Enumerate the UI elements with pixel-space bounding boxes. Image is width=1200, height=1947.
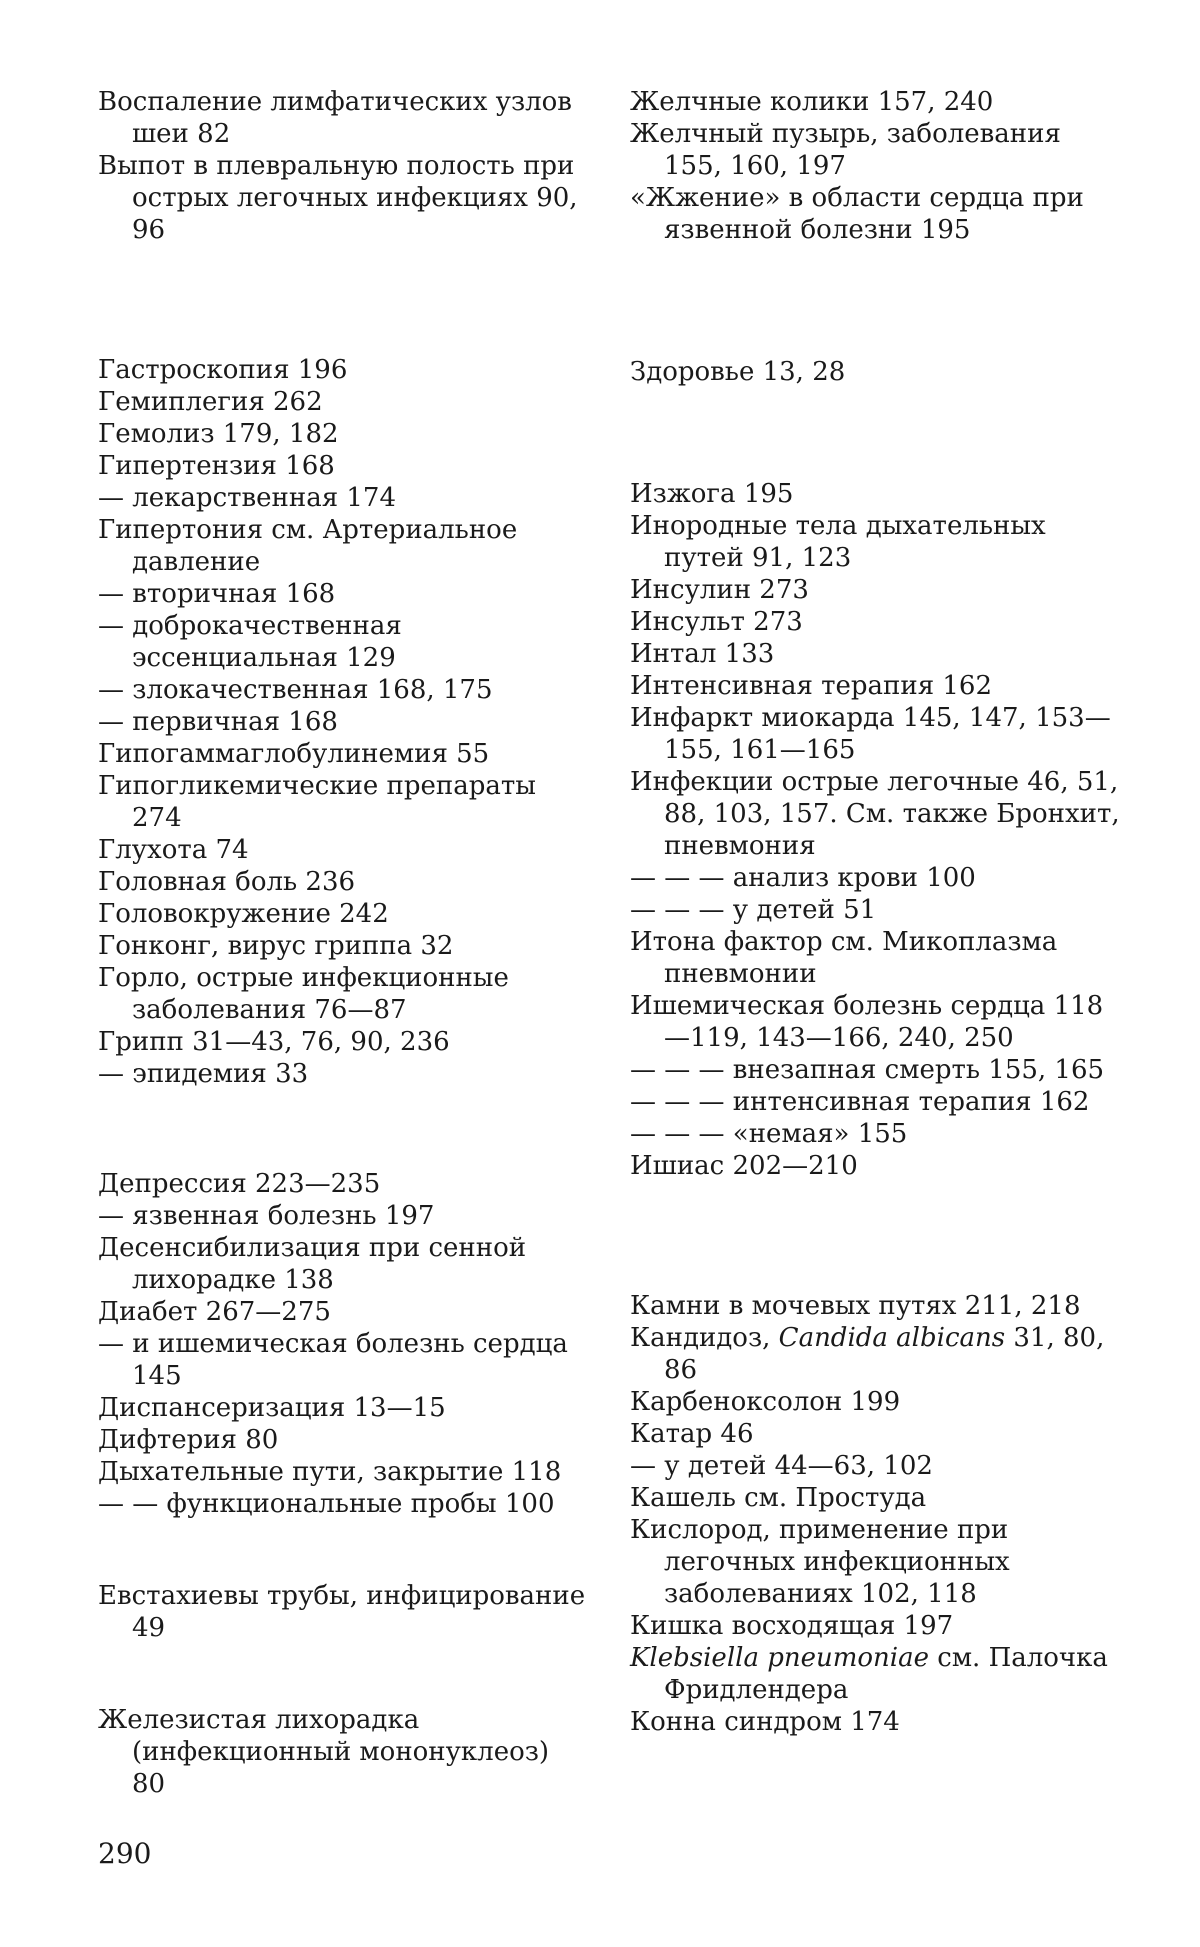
index-entry: Головокружение 242: [98, 899, 389, 929]
index-entry: Инсульт 273: [630, 607, 803, 637]
index-entry: Конна синдром 174: [630, 1707, 900, 1737]
index-entry: — — — анализ крови 100: [630, 863, 976, 893]
section-gap: [630, 246, 1120, 356]
index-entry: — вторичная 168: [98, 579, 336, 609]
section-gap: [98, 246, 588, 354]
index-entry: Выпот в плевральную полость при острых легочных инфекциях 90, 96: [98, 151, 578, 245]
index-entry: — — — у детей 51: [630, 895, 877, 925]
section-gap: [98, 1520, 588, 1580]
index-entry: Головная боль 236: [98, 867, 356, 897]
index-entry: Глухота 74: [98, 835, 249, 865]
index-entry: Горло, острые инфекционные заболевания 76—87: [98, 963, 509, 1025]
page-number: 290: [98, 1837, 152, 1870]
index-entry: Гемиплегия 262: [98, 387, 323, 417]
index-entry: Инфаркт миокарда 145, 147, 153—155, 161—165: [630, 703, 1111, 765]
index-entry: Депрессия 223—235: [98, 1169, 381, 1199]
index-column-right: [630, 86, 1120, 1738]
index-entry: — — — внезапная смерть 155, 165: [630, 1055, 1105, 1085]
index-entry: — — — интенсивная терапия 162: [630, 1087, 1090, 1117]
index-entry: — — — «немая» 155: [630, 1119, 908, 1149]
index-entry: «Жжение» в области сердца при язвенной болезни 195: [630, 183, 1084, 245]
index-entry: — — функциональные пробы 100: [98, 1489, 555, 1519]
section-gap: [630, 388, 1120, 478]
index-entry: — первичная 168: [98, 707, 338, 737]
index-entry: Инородные тела дыхательных путей 91, 123: [630, 511, 1046, 573]
index-entry: Камни в мочевых путях 211, 218: [630, 1291, 1081, 1321]
index-entry: Грипп 31—43, 76, 90, 236: [98, 1027, 450, 1057]
index-entry: Гастроскопия 196: [98, 355, 348, 385]
index-entry: — лекарственная 174: [98, 483, 396, 513]
index-entry: Интенсивная терапия 162: [630, 671, 992, 701]
index-entry: Инфекции острые легочные 46, 51, 88, 103, 157. См. также Бронхит, пневмония: [630, 767, 1120, 861]
index-entry: Кислород, применение при легочных инфекционных заболеваниях 102, 118: [630, 1515, 1010, 1609]
index-entry: Интал 133: [630, 639, 775, 669]
index-entry: Гемолиз 179, 182: [98, 419, 339, 449]
index-entry: Инсулин 273: [630, 575, 809, 605]
index-entry: Катар 46: [630, 1419, 754, 1449]
index-entry: Гипертензия 168: [98, 451, 335, 481]
index-entry: Кашель см. Простуда: [630, 1483, 927, 1513]
index-entry: Гипертония см. Артериальное давление: [98, 515, 518, 577]
section-gap: [98, 1090, 588, 1168]
index-entry: Карбеноксолон 199: [630, 1387, 901, 1417]
index-entry: Желчный пузырь, заболевания 155, 160, 197: [630, 119, 1061, 181]
index-entry: — злокачественная 168, 175: [98, 675, 493, 705]
index-entry: Ишемическая болезнь сердца 118—119, 143—166, 240, 250: [630, 991, 1104, 1053]
index-entry: Диабет 267—275: [98, 1297, 331, 1327]
index-entry: Итона фактор см. Микоплазма пневмонии: [630, 927, 1058, 989]
index-entry: Ишиас 202—210: [630, 1151, 858, 1181]
index-entry: Кандидоз, Candida albicans 31, 80, 86: [630, 1323, 1105, 1385]
index-entry: Десенсибилизация при сенной лихорадке 138: [98, 1233, 527, 1295]
index-entry: Железистая лихорадка (инфекционный мононуклеоз) 80: [98, 1705, 550, 1799]
index-entry: Диспансеризация 13—15: [98, 1393, 446, 1423]
index-entry: — и ишемическая болезнь сердца 145: [98, 1329, 568, 1391]
index-entry: — у детей 44—63, 102: [630, 1451, 933, 1481]
index-entry: — эпидемия 33: [98, 1059, 309, 1089]
index-entry: Изжога 195: [630, 479, 794, 509]
section-gap: [630, 1182, 1120, 1290]
index-entry: Здоровье 13, 28: [630, 357, 846, 387]
section-gap: [98, 1644, 588, 1704]
index-entry: Klebsiella pneumoniae см. Палочка Фридлендера: [630, 1643, 1108, 1705]
index-entry: — доброкачественная эссенциальная 129: [98, 611, 402, 673]
index-entry: Желчные колики 157, 240: [630, 87, 994, 117]
index-entry: Дыхательные пути, закрытие 118: [98, 1457, 562, 1487]
index-entry: Гипогаммаглобулинемия 55: [98, 739, 490, 769]
index-column-left: [98, 86, 588, 1800]
index-entry: Воспаление лимфатических узлов шеи 82: [98, 87, 572, 149]
index-entry: Кишка восходящая 197: [630, 1611, 954, 1641]
index-entry: Дифтерия 80: [98, 1425, 279, 1455]
index-entry: Гипогликемические препараты 274: [98, 771, 536, 833]
index-entry: — язвенная болезнь 197: [98, 1201, 435, 1231]
index-entry: Евстахиевы трубы, инфицирование 49: [98, 1581, 586, 1643]
index-entry: Гонконг, вирус гриппа 32: [98, 931, 454, 961]
